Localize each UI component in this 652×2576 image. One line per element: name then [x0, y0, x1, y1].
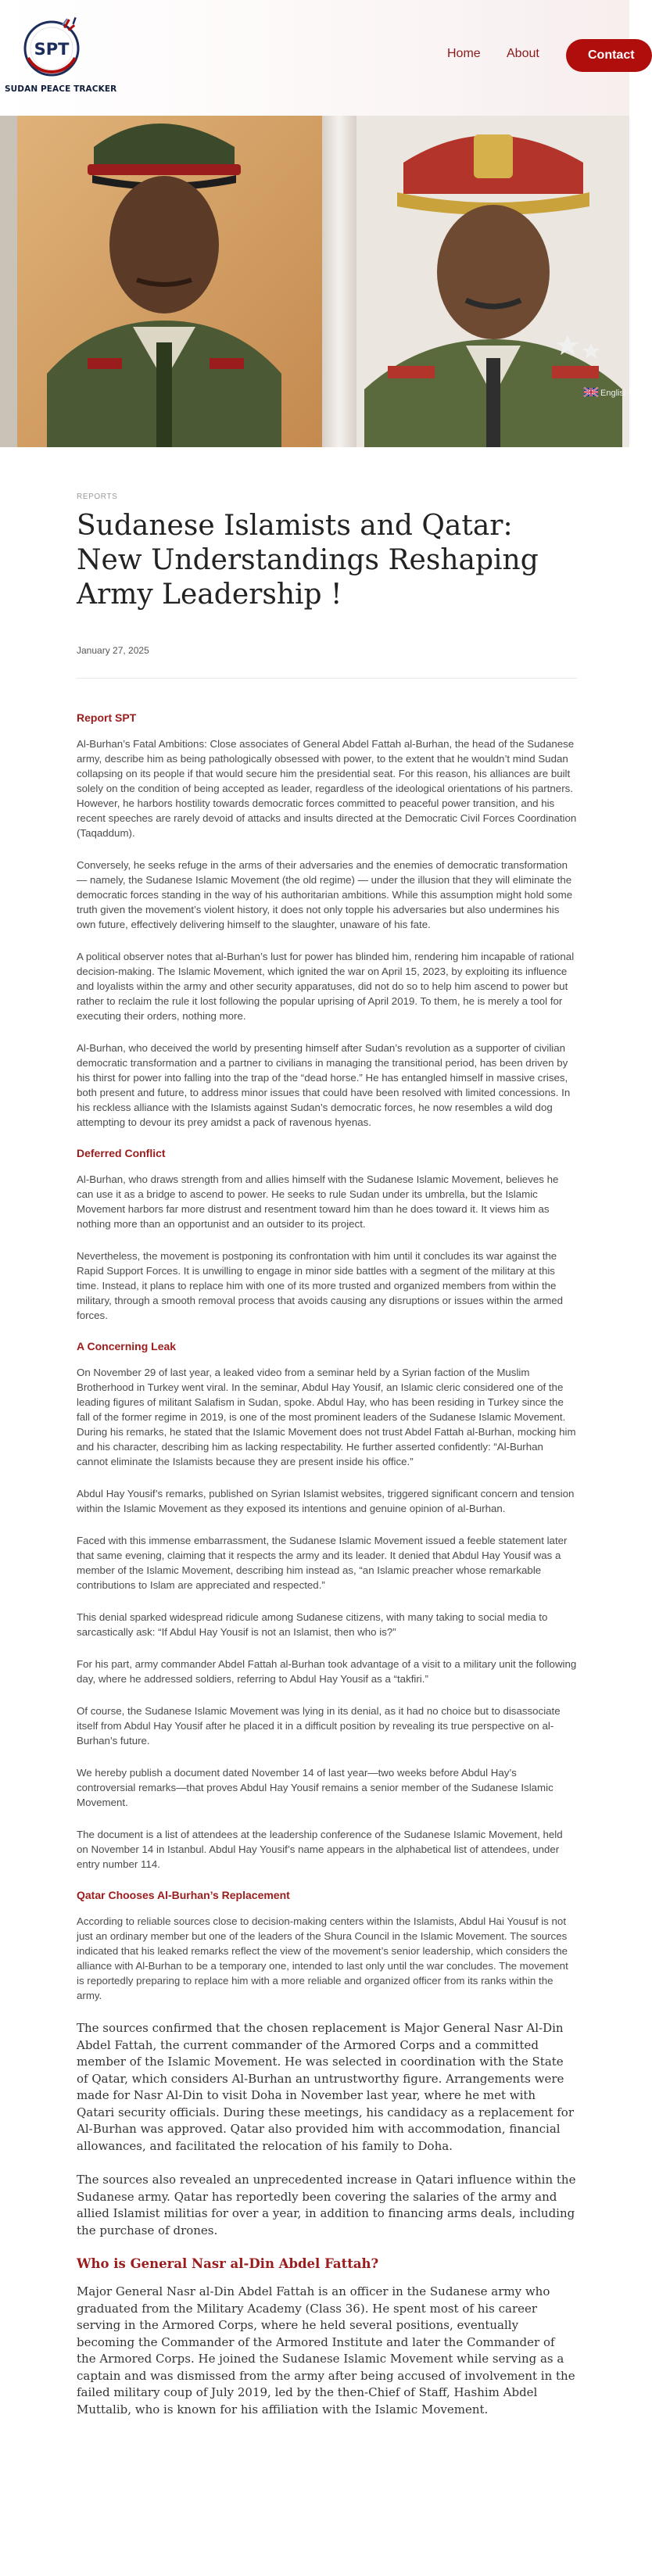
- article-body: [77, 711, 577, 2435]
- paragraph: Al-Burhan, who draws strength from and allies himself with the Sudanese Islamic Movement, believes he can use it as a bridge to ascend to power. He seeks to rule Sudan under its umbrella, but the Islamic Movement harbors far more distrust and resentment toward him than he does toward it. It views him as nothing more than an opportunist and an outsider to its project.: [77, 1173, 559, 1230]
- section-heading-who-is-nasr: Who is General Nasr al-Din Abdel Fattah?: [77, 2256, 379, 2271]
- nav-about-link[interactable]: About: [507, 47, 539, 60]
- contact-button[interactable]: Contact: [566, 39, 652, 72]
- section-heading-report: Report SPT: [77, 711, 137, 724]
- paragraph: The document is a list of attendees at the leadership conference of the Sudanese Islamic Movement, held on November 14 in Istanbul. Abdul Hay Yousif’s name appears in the alphabetical list of attendees, under entry number 114.: [77, 1829, 563, 1870]
- paragraph: According to reliable sources close to decision-making centers within the Islamists, Abdul Hai Yousuf is not just an ordinary member but one of the leaders of the Shura Council in the Islamic Movement. The sources indicated that his leaked remarks reflect the view of the movement’s senior leadership, which considers the alliance with Al-Burhan to be a temporary one, intended to last only until the war concludes. The movement is reportedly preparing to replace him with a more reliable and organized officer from its ranks within the army.: [77, 1915, 568, 2001]
- portrait-photo-left: [0, 116, 322, 447]
- paragraph: Nevertheless, the movement is postponing its confrontation with him until it concludes its war against the Rapid Support Forces. It is unwilling to engage in minor side battles with a segment of the military at this time. Instead, it plans to replace him with one of its more trusted and organized members from within the military, through a smooth removal process that avoids causing any disruptions or issues within the armed forces.: [77, 1250, 564, 1321]
- paragraph: On November 29 of last year, a leaked video from a seminar held by a Syrian faction of the Muslim Brotherhood in Turkey went viral. In the seminar, Abdul Hay Yousif, an Islamic cleric considered one of the leading figures of militant Salafism in Sudan, spoke. Abdul Hay, who has been residing in Turkey since the fall of the former regime in 2019, is one of the most prominent leaders of the Sudanese Islamic Movement. During his remarks, he stated that the Islamic Movement does not trust Abdel Fattah al-Burhan, mocking him and his character, describing him as lacking respectability. He further asserted confidently: “Al-Burhan cannot eliminate the Islamists because they are present inside his office.”: [77, 1367, 576, 1467]
- nav-home-link[interactable]: Home: [447, 47, 481, 60]
- paragraph: We hereby publish a document dated November 14 of last year—two weeks before Abdul Hay’s controversial remarks—that proves Abdul Hay Yousif remains a senior member of the Sudanese Islamic Movement.: [77, 1767, 553, 1808]
- paragraph: For his part, army commander Abdel Fattah al-Burhan took advantage of a visit to a military unit the following day, where he addressed soldiers, referring to Abdul Hay Yousif as a “takfiri.”: [77, 1658, 577, 1685]
- paragraph: The sources also revealed an unprecedented increase in Qatari influence within the Sudanese army. Qatar has reportedly been covering the salaries of the army and allied Islamist militias for over a year, in addition to financing arms deals, including the purchase of drones.: [77, 2173, 576, 2237]
- site-header: [0, 0, 635, 116]
- language-label: English: [600, 389, 629, 398]
- logo-emblem-icon: [17, 13, 86, 81]
- photo-divider: [322, 116, 356, 447]
- logo-text: SUDAN PEACE TRACKER: [5, 84, 117, 94]
- uk-flag-icon: [584, 388, 598, 396]
- article-category[interactable]: REPORTS: [77, 493, 118, 501]
- logo-monogram: SPT: [34, 40, 70, 59]
- paragraph: Conversely, he seeks refuge in the arms of their adversaries and the enemies of democratic transformation — namely, the Sudanese Islamic Movement (the old regime) — under the illusion that they will eliminate the democratic forces standing in the way of his authoritarian ambitions. While this assumption might hold some truth given the movement’s violent history, it does not only topple his adversaries but also undermines his own future, effectively delivering himself to the slaughter, unaware of his fate.: [77, 859, 573, 930]
- hero-image-collage: [0, 116, 629, 447]
- paragraph: Faced with this immense embarrassment, the Sudanese Islamic Movement issued a feeble statement later that same evening, claiming that it respects the army and its leader. It denied that Abdul Hay Yousif was a member of the Islamic Movement, describing him instead as, “an Islamic preacher whose remarkable contributions to Islam are appreciated and respected.”: [77, 1535, 568, 1591]
- paragraph: This denial sparked widespread ridicule among Sudanese citizens, with many taking to social media to sarcastically ask: “If Abdul Hay Yousif is not an Islamist, then who is?”: [77, 1611, 548, 1638]
- language-switcher[interactable]: [584, 388, 629, 398]
- site-logo[interactable]: [5, 13, 117, 97]
- section-heading-deferred-conflict: Deferred Conflict: [77, 1147, 166, 1159]
- paragraph: Abdul Hay Yousif’s remarks, published on Syrian Islamist websites, triggered significant concern and tension within the Islamic Movement as they exposed its intentions and genuine opinion of al-Burhan.: [77, 1488, 575, 1514]
- section-heading-qatar-replacement: Qatar Chooses Al-Burhan’s Replacement: [77, 1889, 290, 1901]
- paragraph: Of course, the Sudanese Islamic Movement was lying in its denial, as it had no choice but to disassociate itself from Abdul Hay Yousif after he placed it in a difficult position by revealing its true perspective on al-Burhan’s future.: [77, 1705, 561, 1747]
- article-header: [77, 493, 577, 679]
- paragraph: Major General Nasr al-Din Abdel Fattah is an officer in the Sudanese army who graduated from the Military Academy (Class 36). He spent most of his career serving in the Armored Corps, where he held several positions, eventually becoming the Commander of the Armored Institute and later the Commander of the Armored Corps. He joined the Sudanese Islamic Movement while serving as a captain and was dismissed from the army after being accused of involvement in the failed military coup of July 2019, led by the then-Chief of Staff, Hashim Abdel Muttalib, who is known for his affiliation with the Islamic Movement.: [77, 2284, 575, 2417]
- section-heading-concerning-leak: A Concerning Leak: [77, 1340, 177, 1352]
- article-divider: [77, 678, 577, 679]
- paragraph: Al-Burhan, who deceived the world by presenting himself after Sudan’s revolution as a supporter of civilian democratic transformation and a partner to civilians in managing the transitional period, has been driven by his thirst for power into falling into the trap of the “dead horse.” He has entangled himself in massive crises, both present and future, to address minor issues that could have been resolved with limited concessions. In his reckless alliance with the Islamists against Sudan’s democratic forces, he now resembles a wild dog attempting to devour its prey amidst a pack of ravenous hyenas.: [77, 1042, 571, 1128]
- paragraph: The sources confirmed that the chosen replacement is Major General Nasr Al-Din Abdel Fattah, the current commander of the Armored Corps and a committed member of the Islamic Movement. He was selected in coordination with the State of Qatar, which considers Al-Burhan an untrustworthy figure. Arrangements were made for Nasr Al-Din to visit Doha in November last year, where he met with Qatari security officials. During these meetings, his candidacy as a replacement for Al-Burhan was approved. Qatar also provided him with accommodation, financial allowances, and facilitated the relocation of his family to Doha.: [77, 2021, 574, 2153]
- paragraph: A political observer notes that al-Burhan’s lust for power has blinded him, rendering him incapable of rational decision-making. The Islamic Movement, which ignited the war on April 15, 2023, by exploiting its influence and loyalists within the army and other security apparatuses, did not do so to help him ascend to power but rather to reclaim the rule it lost following the popular uprising of April 2019. To them, he is merely a tool for executing their orders, nothing more.: [77, 951, 575, 1022]
- paragraph: Al-Burhan’s Fatal Ambitions: Close associates of General Abdel Fattah al-Burhan, the head of the Sudanese army, describe him as being pathologically obsessed with power, to the extent that he wouldn’t mind Sudan collapsing on its people if that would secure him the presidential seat. For this reason, his alliances are built solely on the condition of being accepted as leader, regardless of the ideological orientations of his partners. However, he harbors hostility towards democratic forces committed to peaceful power transition, and his recent speeches are rarely devoid of attacks and insults directed at the Democratic Civil Forces Coordination (Taqaddum).: [77, 738, 577, 839]
- article-title: Sudanese Islamists and Qatar: New Understandings Reshaping Army Leadership !: [77, 510, 539, 611]
- article-date: January 27, 2025: [77, 645, 149, 656]
